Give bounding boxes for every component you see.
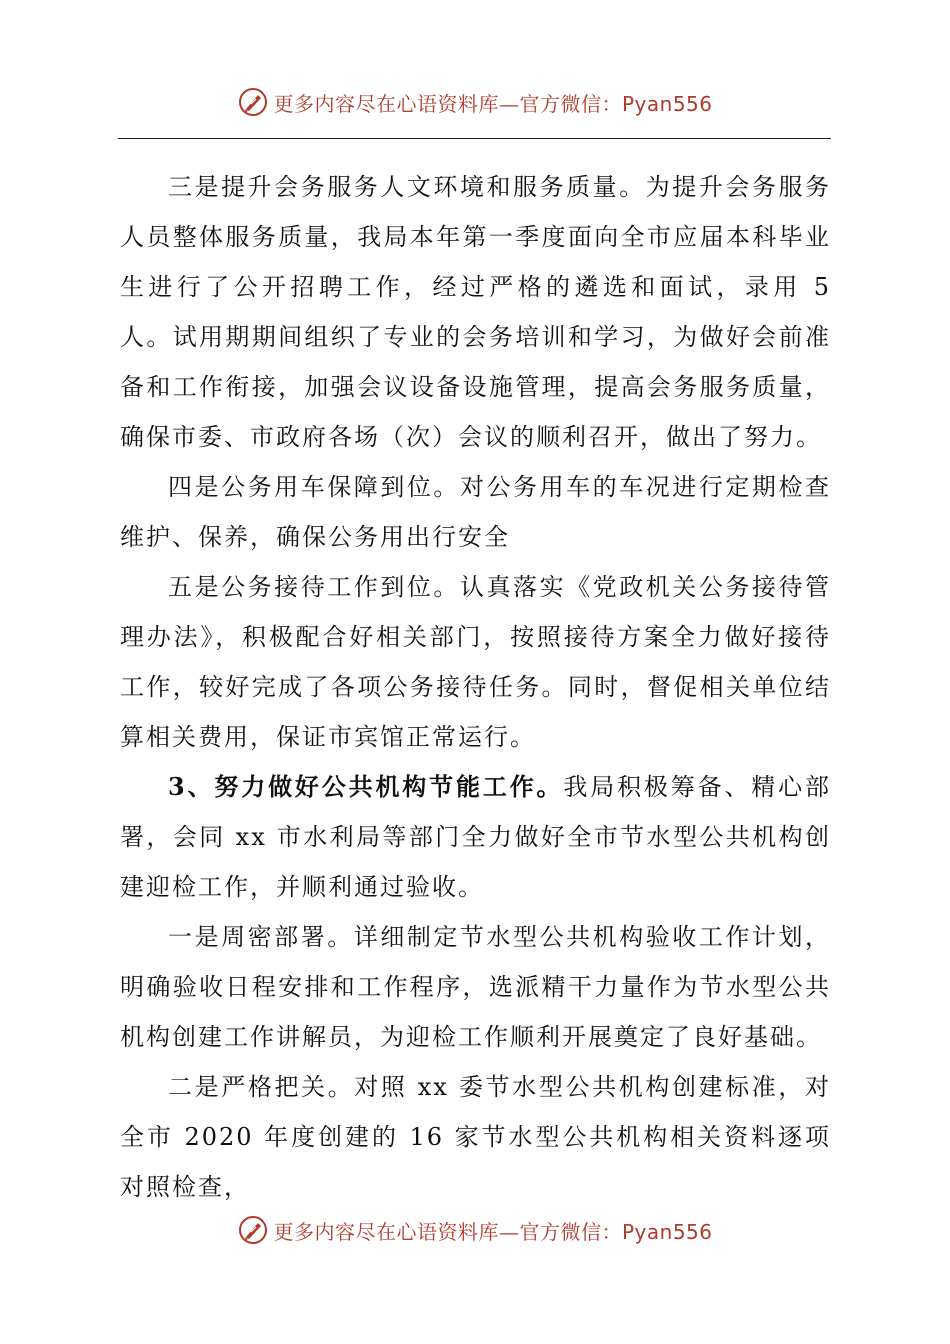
footer-banner-handle: Pyan556 <box>621 1219 713 1244</box>
header-banner-handle: Pyan556 <box>621 91 713 116</box>
section-3-heading: 3、努力做好公共机构节能工作。 <box>168 772 564 801</box>
paragraph-6-text: 二是严格把关。对照 xx 委节水型公共机构创建标准，对全市 2020 年度创建的 16 家节水型公共机构相关资料逐项对照检查， <box>120 1073 831 1201</box>
header-divider <box>118 138 831 139</box>
paragraph-3 <box>120 562 831 762</box>
paragraph-2 <box>120 462 831 562</box>
header-banner-text <box>273 88 712 117</box>
paragraph-5-text: 一是周密部署。详细制定节水型公共机构验收工作计划，明确验收日程安排和工作程序，选派精干力量作为节水型公共机构创建工作讲解员，为迎检工作顺利开展奠定了良好基础。 <box>120 923 831 1051</box>
header-banner-label: 更多内容尽在心语资料库—官方微信： <box>273 91 622 116</box>
paragraph-4 <box>120 762 831 912</box>
paragraph-6 <box>120 1062 831 1212</box>
paragraph-2-text: 四是公务用车保障到位。对公务用车的车况进行定期检查维护、保养，确保公务用出行安全 <box>120 473 831 551</box>
quill-pen-logo-icon <box>237 86 269 118</box>
paragraph-1 <box>120 162 831 462</box>
footer-banner <box>0 1208 950 1252</box>
document-body <box>120 162 831 1212</box>
footer-banner-text <box>273 1216 712 1245</box>
header-banner <box>0 80 950 124</box>
paragraph-5 <box>120 912 831 1062</box>
quill-pen-logo-icon <box>237 1214 269 1246</box>
paragraph-1-text: 三是提升会务服务人文环境和服务质量。为提升会务服务人员整体服务质量，我局本年第一季度面向全市应届本科毕业生进行了公开招聘工作，经过严格的遴选和面试，录用 5 人。试用期期间组织了专业的会务培训和学习，为做好会前准备和工作衔接，加强会议设备设施管理，提高会务服务质量，确保市委、市政府各场（次）会议的顺利召开，做出了努力。 <box>120 173 831 451</box>
paragraph-3-text: 五是公务接待工作到位。认真落实《党政机关公务接待管理办法》，积极配合好相关部门，按照接待方案全力做好接待工作，较好完成了各项公务接待任务。同时，督促相关单位结算相关费用，保证市宾馆正常运行。 <box>120 573 831 751</box>
paragraph-4-text: 我局积极筹备、精心部署，会同 xx 市水利局等部门全力做好全市节水型公共机构创建迎检工作，并顺利通过验收。 <box>120 773 832 901</box>
footer-banner-label: 更多内容尽在心语资料库—官方微信： <box>273 1219 622 1244</box>
